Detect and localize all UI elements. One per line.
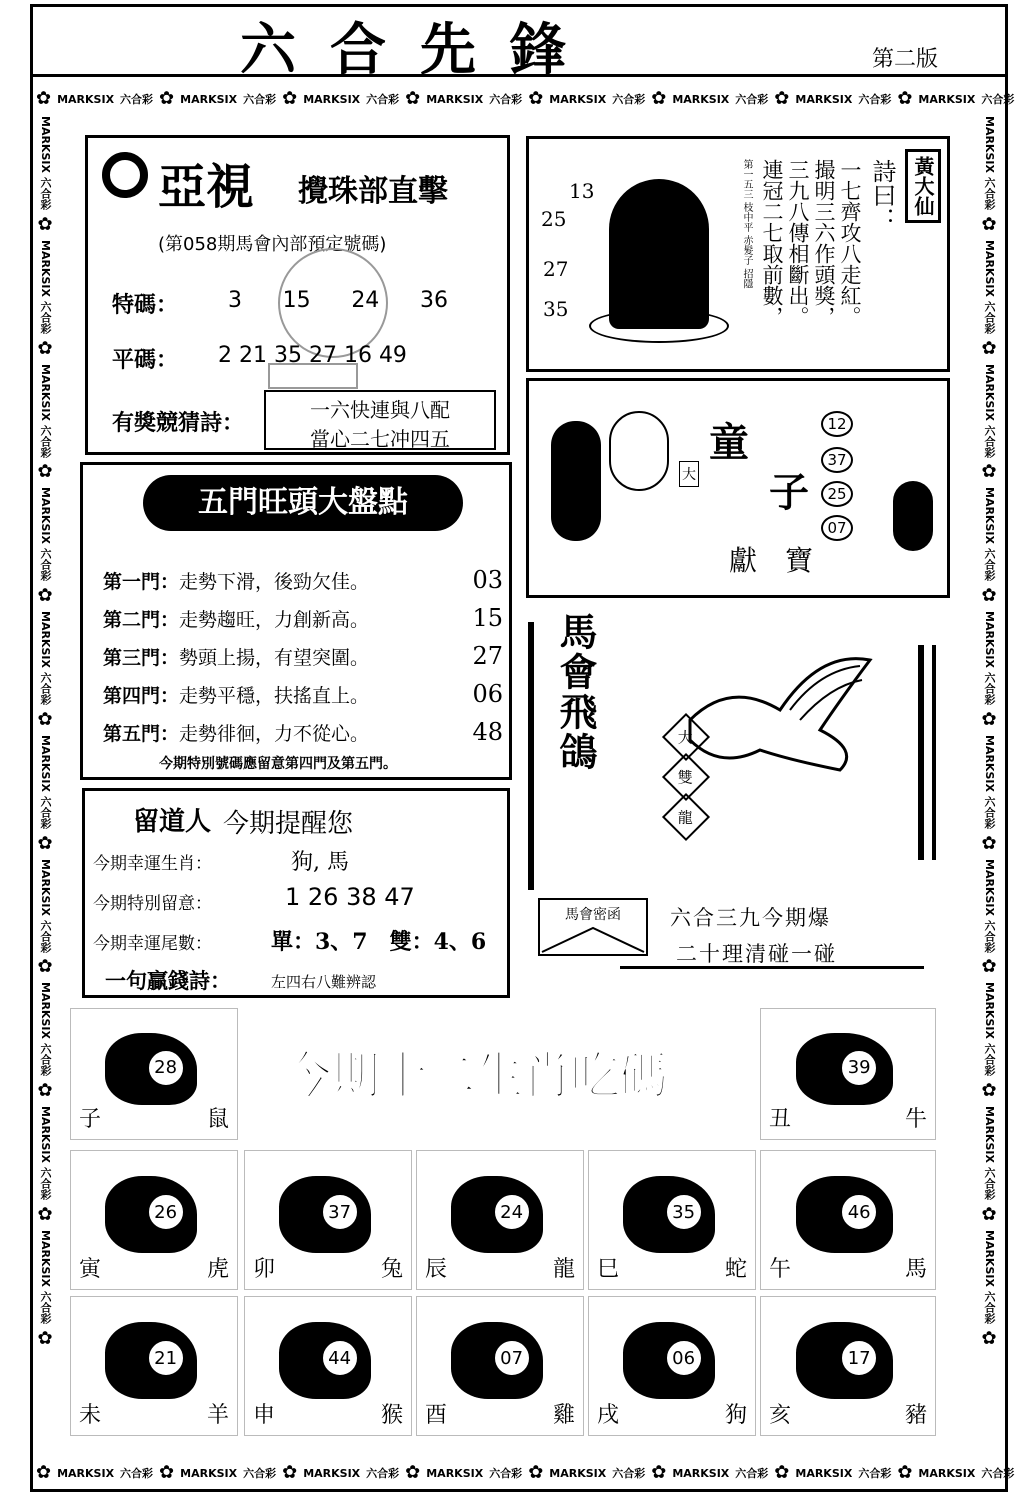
daxian-number: 25 [541, 207, 567, 231]
border-brand-text: MARKSIX [918, 92, 976, 106]
zodiac-cell [244, 1296, 412, 1436]
zodiac-branch: 申 [253, 1403, 276, 1428]
zodiac-number: 07 [493, 1339, 531, 1377]
reminder-title: 留道人 [133, 807, 212, 837]
zodiac-animal: 雞 [552, 1403, 575, 1428]
border-brand-cn-text: 六合彩 [858, 93, 892, 106]
zodiac-cell [760, 1150, 936, 1290]
flower-icon: ✿ [405, 88, 421, 109]
five-gates-footnote: 今期特別號碼應留意第四門及第五門。 [159, 756, 397, 772]
zodiac-number: 28 [147, 1049, 185, 1087]
zodiac-cell [588, 1296, 756, 1436]
zodiac-animal: 虎 [206, 1257, 229, 1282]
zodiac-animal: 豬 [904, 1403, 927, 1428]
border-brand-text: MARKSIX [303, 92, 361, 106]
border-brand-text: MARKSIX 六合彩 [39, 239, 52, 334]
border-brand-text: MARKSIX [180, 1466, 238, 1480]
zodiac-cell [416, 1150, 584, 1290]
border-brand-cn-text: 六合彩 [612, 1467, 646, 1480]
zodiac-animal: 羊 [206, 1403, 229, 1428]
flower-icon: ✿ [774, 1462, 790, 1483]
flower-icon: ✿ [36, 1462, 52, 1483]
asia-tv-headline: 攪珠部直擊 [298, 174, 448, 209]
border-brand-text: MARKSIX [549, 1466, 607, 1480]
poem-label: 有獎競猜詩： [112, 410, 245, 436]
envelope-flap-icon [540, 924, 646, 954]
gate-label: 第二門： [103, 608, 180, 631]
flower-icon: ✿ [37, 832, 53, 854]
gate-label: 第四門： [103, 684, 180, 707]
flower-icon: ✿ [37, 956, 53, 978]
border-brand-text: MARKSIX [672, 1466, 730, 1480]
huang-daxian-panel [526, 136, 950, 372]
border-brand-text: MARKSIX 六合彩 [983, 487, 996, 582]
flat-number-label: 平碼： [112, 347, 179, 373]
border-brand-cn-text: 六合彩 [243, 1467, 277, 1480]
zodiac-animal: 鼠 [206, 1107, 229, 1132]
gate-value: 06 [472, 680, 503, 708]
border-brand-text: MARKSIX 六合彩 [39, 1106, 52, 1201]
gate-text: 勢頭上揚，有望突圍。 [179, 646, 370, 669]
tongzi-number: 25 [821, 481, 853, 507]
border-brand-text: MARKSIX 六合彩 [983, 116, 996, 210]
zodiac-branch: 辰 [425, 1257, 448, 1282]
border-brand-text: MARKSIX [549, 92, 607, 106]
flower-icon: ✿ [282, 88, 298, 109]
border-brand-cn-text: 六合彩 [120, 1467, 154, 1480]
flower-icon: ✿ [981, 1204, 997, 1226]
deity-figure-icon [609, 179, 709, 329]
daxian-number: 27 [543, 257, 569, 281]
border-brand-text: MARKSIX [426, 1466, 484, 1480]
zodiac-number: 24 [493, 1193, 531, 1231]
zodiac-value: 狗, 馬 [291, 850, 349, 875]
tongzi-number: 37 [821, 447, 853, 473]
tag-char: 雙 [678, 768, 694, 787]
gate-text: 走勢平穩，扶搖直上。 [179, 684, 370, 707]
flower-icon: ✿ [528, 1462, 544, 1483]
pigeon-divider-right [932, 645, 936, 860]
edition-label: 第二版 [872, 47, 939, 72]
tongzi-number: 12 [821, 411, 853, 437]
flower-icon: ✿ [981, 585, 997, 607]
zodiac-branch: 丑 [769, 1107, 792, 1132]
border-brand-text: MARKSIX [918, 1466, 976, 1480]
newspaper-title: 六合先鋒 [240, 17, 600, 83]
border-brand-cn-text: 六合彩 [735, 93, 769, 106]
border-brand-text: MARKSIX 六合彩 [39, 982, 52, 1077]
flower-icon: ✿ [981, 337, 997, 359]
pigeon-line: 六合三九今期爆 [670, 906, 831, 930]
border-brand-cn-text: 六合彩 [366, 1467, 400, 1480]
gate-value: 27 [472, 642, 503, 670]
border-brand-cn-text: 六合彩 [489, 1467, 523, 1480]
flower-icon: ✿ [981, 708, 997, 730]
zodiac-cell [760, 1008, 936, 1140]
daxian-line: 三九八傳相斷出。 [786, 159, 810, 327]
flower-icon: ✿ [774, 88, 790, 109]
border-brand-text: MARKSIX 六合彩 [983, 734, 996, 829]
border-brand-text: MARKSIX [795, 92, 853, 106]
border-brand-text: MARKSIX [57, 92, 115, 106]
zodiac-banner: 今期十二生肖吃碼 [282, 1046, 666, 1105]
zodiac-number: 46 [840, 1193, 878, 1231]
zodiac-animal: 猴 [380, 1403, 403, 1428]
flower-icon: ✿ [405, 1462, 421, 1483]
border-brand-cn-text: 六合彩 [243, 93, 277, 106]
zodiac-number: 26 [147, 1193, 185, 1231]
border-brand-cn-text: 六合彩 [366, 93, 400, 106]
daxian-line: 連冠二七取前數， [760, 159, 784, 327]
gate-label: 第三門： [103, 646, 180, 669]
money-poem-value: 左四右八難辨認 [271, 973, 377, 991]
gate-text: 走勢下滑，後勁欠佳。 [179, 570, 370, 593]
flat-numbers: 2 21 35 27 16 49 [218, 343, 407, 368]
border-strip-bottom [36, 1460, 1015, 1486]
daxian-note: 第一五三 枝中平 赤髮子 招隱 [741, 159, 752, 289]
zodiac-number: 37 [321, 1193, 359, 1231]
flower-icon: ✿ [159, 88, 175, 109]
border-strip-left [34, 116, 56, 1456]
flower-icon: ✿ [37, 461, 53, 483]
border-brand-text: MARKSIX 六合彩 [983, 611, 996, 705]
flower-icon: ✿ [37, 1327, 53, 1349]
border-brand-text: MARKSIX [303, 1466, 361, 1480]
poem-line: 當心二七冲四五 [310, 427, 450, 451]
child-figure-icon [893, 481, 933, 551]
flower-icon: ✿ [897, 1462, 913, 1483]
child-figure-icon [609, 411, 669, 491]
zodiac-branch: 巳 [597, 1257, 620, 1282]
border-brand-text: MARKSIX 六合彩 [983, 363, 996, 458]
border-brand-text: MARKSIX 六合彩 [39, 734, 52, 829]
flower-icon: ✿ [981, 461, 997, 483]
reminder-panel [82, 788, 510, 998]
border-brand-text: MARKSIX 六合彩 [39, 487, 52, 582]
zodiac-branch: 亥 [769, 1403, 792, 1428]
gate-value: 15 [472, 604, 503, 632]
daxian-line: 一七齊攻八走紅。 [838, 159, 862, 327]
zodiac-branch: 卯 [253, 1257, 276, 1282]
zodiac-branch: 子 [79, 1107, 102, 1132]
zodiac-cell [70, 1296, 238, 1436]
flower-icon: ✿ [981, 832, 997, 854]
tongzi-panel [526, 378, 950, 598]
border-brand-text: MARKSIX 六合彩 [39, 858, 52, 953]
zodiac-number: 21 [147, 1339, 185, 1377]
zodiac-number: 35 [665, 1193, 703, 1231]
zodiac-cell [416, 1296, 584, 1436]
border-brand-cn-text: 六合彩 [735, 1467, 769, 1480]
gate-row [103, 675, 503, 713]
zodiac-cell [70, 1008, 238, 1140]
reminder-subtitle: 今期提醒您 [223, 809, 354, 839]
lantern-icon: 大 [679, 461, 699, 487]
border-strip-top [36, 86, 1015, 112]
flower-icon: ✿ [981, 956, 997, 978]
gate-value: 03 [472, 566, 503, 594]
border-brand-text: MARKSIX [795, 1466, 853, 1480]
zodiac-number: 39 [840, 1049, 878, 1087]
tail-value: 單：3、7 雙：4、6 [271, 929, 487, 955]
tongzi-subtitle: 獻 寶 [729, 544, 814, 577]
daxian-line: 撮明三六作頭獎， [812, 159, 836, 327]
envelope-label: 馬會密函 [565, 907, 621, 923]
tag-char: 大 [678, 728, 694, 747]
special-number: 36 [419, 288, 448, 313]
flower-icon: ✿ [159, 1462, 175, 1483]
zodiac-number: 44 [321, 1339, 359, 1377]
tongzi-number: 07 [821, 515, 853, 541]
border-brand-text: MARKSIX 六合彩 [983, 1230, 996, 1324]
five-gates-list [103, 561, 503, 751]
special-watch-value: 1 26 38 47 [285, 883, 415, 911]
zodiac-number: 17 [840, 1339, 878, 1377]
zodiac-animal: 蛇 [724, 1257, 747, 1282]
gate-text: 走勢趨旺，力創新高。 [179, 608, 370, 631]
special-number-label: 特碼： [112, 292, 179, 318]
daxian-name: 黃大仙 [905, 149, 941, 223]
poem-box [264, 390, 496, 450]
border-brand-text: MARKSIX 六合彩 [39, 116, 52, 210]
border-brand-text: MARKSIX [57, 1466, 115, 1480]
daxian-poem-title: 詩曰： [868, 159, 896, 231]
flower-icon: ✿ [37, 213, 53, 235]
zodiac-animal: 馬 [904, 1257, 927, 1282]
gate-text: 走勢徘徊，力不從心。 [179, 722, 370, 745]
pigeon-line: 二十理清碰一碰 [676, 942, 837, 966]
gate-label: 第一門： [103, 570, 180, 593]
gate-row [103, 599, 503, 637]
gate-row [103, 713, 503, 751]
border-brand-text: MARKSIX [426, 92, 484, 106]
border-strip-right [978, 116, 1000, 1456]
tail-label: 今期幸運尾數： [93, 934, 212, 954]
border-brand-cn-text: 六合彩 [120, 93, 154, 106]
flower-icon: ✿ [37, 708, 53, 730]
border-brand-text: MARKSIX [672, 92, 730, 106]
flower-icon: ✿ [651, 88, 667, 109]
zodiac-animal: 兔 [380, 1257, 403, 1282]
pigeon-divider-right [918, 645, 924, 860]
flower-icon: ✿ [37, 585, 53, 607]
border-brand-cn-text: 六合彩 [489, 93, 523, 106]
flower-icon: ✿ [528, 88, 544, 109]
gate-label: 第五門： [103, 722, 180, 745]
border-brand-text: MARKSIX 六合彩 [39, 363, 52, 458]
five-gates-banner: 五門旺頭大盤點 [143, 475, 463, 531]
flower-icon: ✿ [651, 1462, 667, 1483]
pigeon-underline [620, 966, 924, 969]
border-brand-cn-text: 六合彩 [981, 1467, 1015, 1480]
tongzi-title: 子 [769, 469, 809, 516]
flower-icon: ✿ [282, 1462, 298, 1483]
daxian-number: 35 [543, 297, 569, 321]
zodiac-animal: 狗 [724, 1403, 747, 1428]
zodiac-label: 今期幸運生肖： [93, 854, 212, 874]
envelope-icon [538, 898, 648, 956]
child-figure-icon [551, 421, 601, 541]
tag-char: 龍 [678, 808, 694, 827]
zodiac-cell [588, 1150, 756, 1290]
border-brand-text: MARKSIX 六合彩 [983, 858, 996, 953]
border-brand-text: MARKSIX 六合彩 [39, 1230, 52, 1324]
border-brand-text: MARKSIX 六合彩 [983, 982, 996, 1077]
zodiac-cell [70, 1150, 238, 1290]
tag-diamond [662, 793, 710, 841]
pigeon-tag [666, 720, 706, 860]
asia-tv-logo: 亞視 [158, 159, 255, 215]
border-brand-cn-text: 六合彩 [612, 93, 646, 106]
border-brand-text: MARKSIX 六合彩 [983, 1106, 996, 1201]
asia-tv-subtitle: (第058期馬會內部預定號碼) [158, 234, 387, 255]
border-brand-cn-text: 六合彩 [981, 93, 1015, 106]
special-number: 15 [282, 288, 311, 313]
zodiac-branch: 午 [769, 1257, 792, 1282]
border-brand-text: MARKSIX [180, 92, 238, 106]
flower-icon: ✿ [981, 1080, 997, 1102]
special-number: 24 [351, 288, 380, 313]
asia-tv-panel [85, 135, 510, 455]
gate-row [103, 637, 503, 675]
zodiac-cell [244, 1150, 412, 1290]
zodiac-number: 06 [665, 1339, 703, 1377]
tongzi-title: 童 [709, 419, 749, 466]
zodiac-animal: 龍 [552, 1257, 575, 1282]
flower-icon: ✿ [37, 337, 53, 359]
flower-icon: ✿ [981, 213, 997, 235]
money-poem-label: 一句贏錢詩： [105, 968, 231, 993]
daxian-number: 13 [569, 179, 595, 203]
border-brand-text: MARKSIX 六合彩 [39, 611, 52, 705]
flower-icon: ✿ [37, 1080, 53, 1102]
pigeon-divider-left [528, 622, 534, 890]
zodiac-cell [760, 1296, 936, 1436]
special-watch-label: 今期特別留意： [93, 894, 212, 914]
special-number: 3 [228, 288, 242, 313]
poem-line: 一六快連與八配 [310, 398, 450, 422]
pigeon-title: 馬會飛鴿 [553, 612, 598, 772]
five-gates-panel [80, 462, 512, 780]
flower-icon: ✿ [36, 88, 52, 109]
border-brand-cn-text: 六合彩 [858, 1467, 892, 1480]
flower-icon: ✿ [897, 88, 913, 109]
special-numbers [228, 288, 448, 313]
gate-value: 48 [472, 718, 503, 746]
border-brand-text: MARKSIX 六合彩 [983, 239, 996, 334]
gate-row [103, 561, 503, 599]
zodiac-branch: 酉 [425, 1403, 448, 1428]
lotus-seat-icon [589, 309, 729, 343]
asia-tv-logo-icon [102, 152, 148, 198]
zodiac-branch: 戌 [597, 1403, 620, 1428]
flower-icon: ✿ [37, 1204, 53, 1226]
zodiac-branch: 未 [79, 1403, 102, 1428]
flower-icon: ✿ [981, 1327, 997, 1349]
zodiac-animal: 牛 [904, 1107, 927, 1132]
zodiac-branch: 寅 [79, 1257, 102, 1282]
